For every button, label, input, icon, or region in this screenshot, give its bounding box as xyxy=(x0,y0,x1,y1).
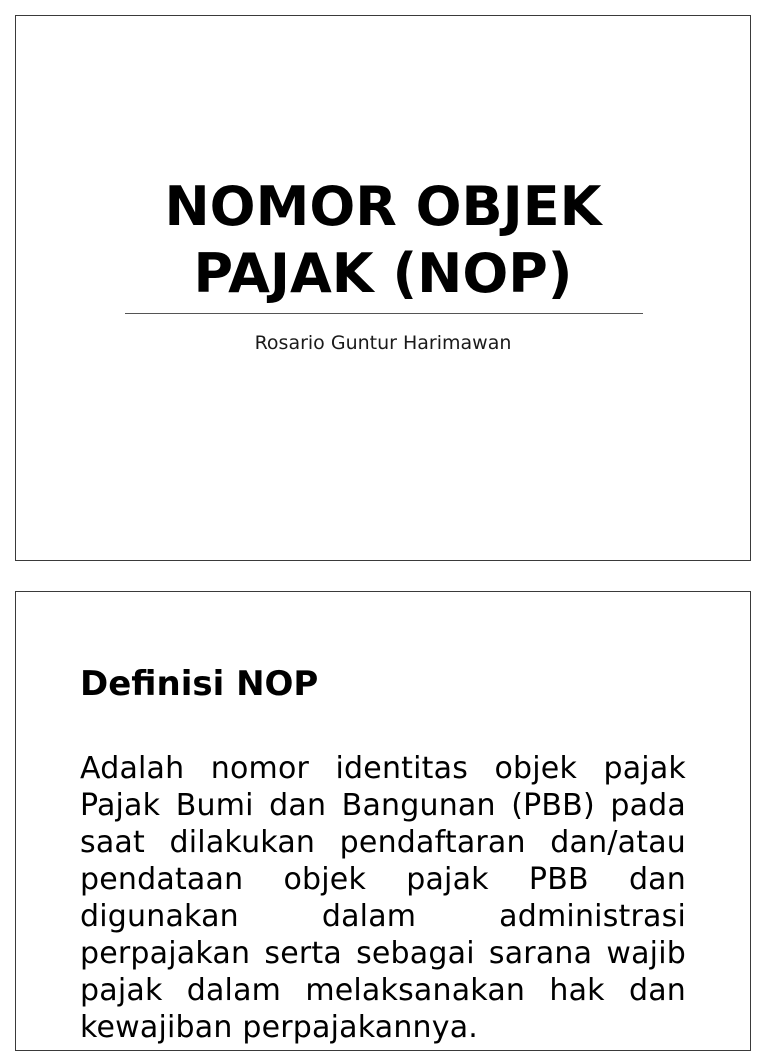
title-slide xyxy=(15,15,751,561)
slide-heading: Definisi NOP xyxy=(80,664,319,704)
definition-slide xyxy=(15,591,751,1051)
title-divider xyxy=(125,313,643,314)
slide-title-line-1: NOMOR OBJEK xyxy=(164,175,602,238)
slide-title xyxy=(16,173,750,307)
author-subtitle: Rosario Guntur Harimawan xyxy=(254,332,512,354)
slide-title-line-2: PAJAK (NOP) xyxy=(193,242,573,305)
definition-paragraph: Adalah nomor identitas objek pajak Pajak Bumi dan Bangunan (PBB) pada saat dilakukan pendaftaran dan/atau pendataan objek pajak PBB dan digunakan dalam administrasi perpajakan serta sebagai sarana wajib pajak dalam melaksanakan hak dan kewajiban perpajakannya. xyxy=(80,751,686,1045)
